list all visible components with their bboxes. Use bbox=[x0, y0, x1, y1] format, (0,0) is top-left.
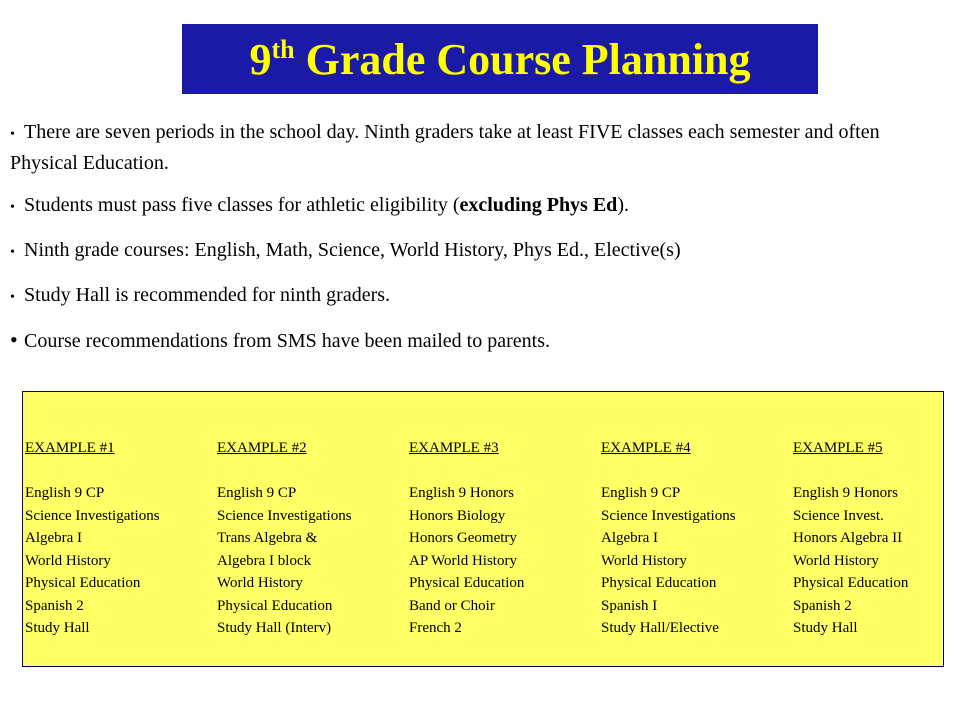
bullet-eligibility bbox=[10, 191, 940, 222]
course-item: Spanish 2 bbox=[793, 597, 852, 614]
bullet-recommendations bbox=[10, 326, 940, 355]
course-item: English 9 Honors bbox=[409, 485, 514, 501]
course-item: English 9 CP bbox=[25, 485, 105, 501]
bullet-study-hall bbox=[10, 281, 940, 312]
course-item: World History bbox=[601, 552, 687, 569]
page-title bbox=[249, 34, 751, 84]
course-item: Spanish 2 bbox=[25, 597, 84, 614]
example-column-1 bbox=[25, 437, 160, 640]
example-heading: EXAMPLE #3 bbox=[409, 440, 499, 456]
bullet-text-after: ). bbox=[617, 194, 629, 216]
course-item: English 9 CP bbox=[217, 485, 297, 501]
bullet-periods bbox=[10, 118, 940, 177]
course-item: Trans Algebra & bbox=[217, 530, 318, 546]
course-item: Physical Education bbox=[601, 575, 717, 591]
bullet-dot-icon: • bbox=[10, 327, 18, 352]
example-heading: EXAMPLE #2 bbox=[217, 440, 307, 456]
example-column-2 bbox=[217, 437, 352, 640]
bullet-dot-icon: • bbox=[10, 200, 15, 215]
course-item: English 9 CP bbox=[601, 485, 681, 501]
bullet-bold-text: excluding Phys Ed bbox=[459, 194, 618, 216]
bullet-courses bbox=[10, 236, 940, 267]
title-rest: Grade Course Planning bbox=[305, 34, 751, 84]
example-heading: EXAMPLE #1 bbox=[25, 440, 115, 456]
course-item: AP World History bbox=[409, 552, 517, 569]
course-item: Study Hall/Elective bbox=[601, 620, 719, 636]
examples-panel bbox=[22, 391, 944, 667]
course-item: Study Hall (Interv) bbox=[217, 620, 332, 636]
course-item: Study Hall bbox=[793, 620, 858, 636]
course-item: English 9 Honors bbox=[793, 485, 898, 501]
course-item: Physical Education bbox=[409, 575, 525, 591]
course-item: Physical Education bbox=[793, 575, 909, 591]
bullet-dot-icon: • bbox=[10, 245, 15, 260]
course-item: Honors Geometry bbox=[409, 530, 517, 546]
title-ordinal-suffix: th bbox=[271, 34, 295, 64]
course-item: World History bbox=[25, 552, 111, 569]
course-item: Science Invest. bbox=[793, 507, 884, 524]
course-item: Honors Biology bbox=[409, 507, 506, 524]
example-heading: EXAMPLE #5 bbox=[793, 440, 883, 456]
course-item: World History bbox=[793, 552, 879, 569]
course-item: Study Hall bbox=[25, 620, 90, 636]
course-item: Physical Education bbox=[25, 575, 141, 591]
course-item: Physical Education bbox=[217, 597, 333, 614]
course-item: World History bbox=[217, 575, 303, 591]
example-column-4 bbox=[601, 437, 736, 640]
course-item: Science Investigations bbox=[25, 507, 160, 524]
bullet-text: Course recommendations from SMS have been mailed to parents. bbox=[24, 330, 550, 352]
example-column-3 bbox=[409, 437, 524, 640]
course-item: Science Investigations bbox=[601, 507, 736, 524]
title-ordinal: 9 bbox=[249, 34, 272, 84]
bullet-text-before: Students must pass five classes for athletic eligibility ( bbox=[24, 194, 460, 216]
course-item: Algebra I block bbox=[217, 552, 312, 569]
bullet-dot-icon: • bbox=[10, 127, 15, 142]
bullet-text: Ninth grade courses: English, Math, Science, World History, Phys Ed., Elective(s) bbox=[24, 239, 681, 261]
course-item: Honors Algebra II bbox=[793, 530, 903, 546]
info-bullet-list bbox=[10, 118, 940, 369]
course-item: Spanish I bbox=[601, 597, 658, 614]
course-item: Algebra I bbox=[25, 530, 83, 546]
title-banner bbox=[182, 24, 818, 94]
course-item: Science Investigations bbox=[217, 507, 352, 524]
bullet-text: Study Hall is recommended for ninth graders. bbox=[24, 284, 391, 306]
example-column-5 bbox=[793, 437, 908, 640]
bullet-text: There are seven periods in the school day. Ninth graders take at least FIVE classes each semester and often Physical Education. bbox=[10, 121, 880, 174]
course-item: Algebra I bbox=[601, 530, 659, 546]
course-item: French 2 bbox=[409, 620, 462, 636]
bullet-dot-icon: • bbox=[10, 290, 15, 305]
example-heading: EXAMPLE #4 bbox=[601, 440, 691, 456]
course-item: Band or Choir bbox=[409, 597, 495, 614]
